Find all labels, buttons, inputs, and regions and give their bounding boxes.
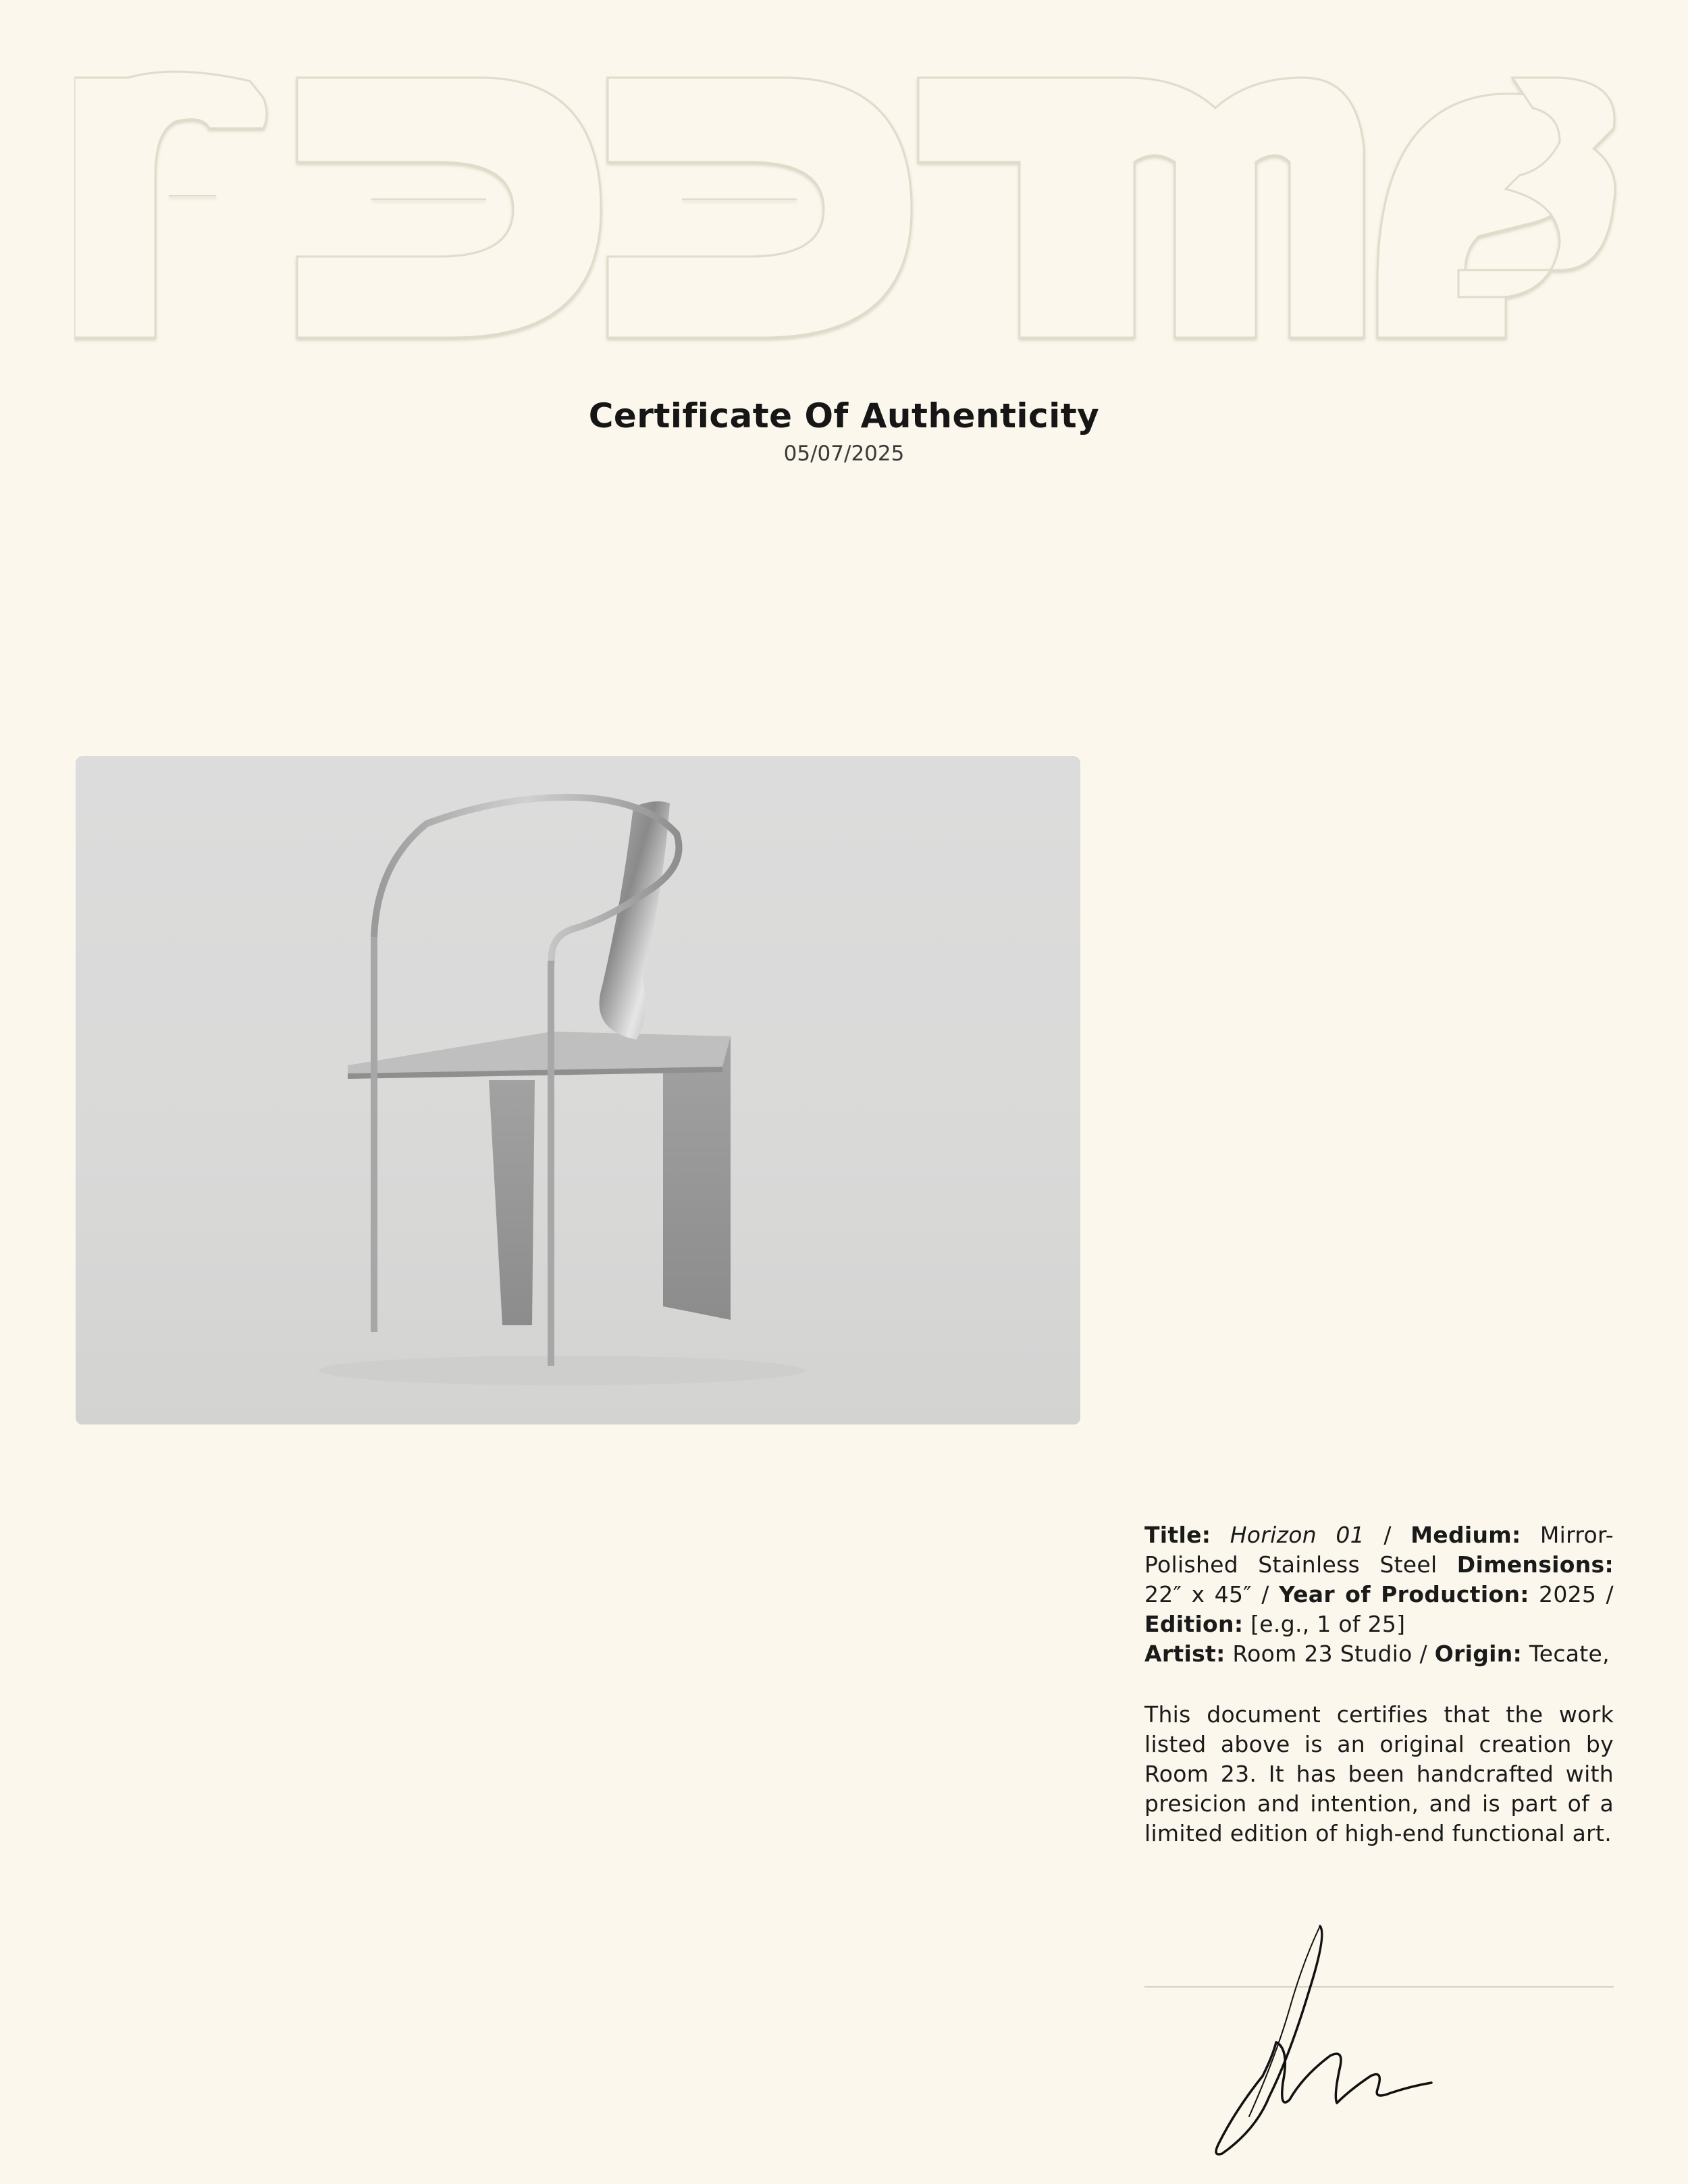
edition-value: [e.g., 1 of 25] (1250, 1611, 1406, 1637)
certificate-date: 05/07/2025 (783, 442, 905, 466)
origin-label: Origin: (1434, 1641, 1523, 1667)
brand-logo (74, 68, 1620, 344)
separator: / (1606, 1581, 1614, 1607)
artist-label: Artist: (1144, 1641, 1225, 1667)
artwork-details (1144, 1520, 1614, 1669)
year-value: 2025 (1539, 1581, 1597, 1607)
separator: / (1383, 1522, 1392, 1548)
certificate-heading (0, 392, 1688, 467)
authenticity-statement: This document certifies that the work listed above is an original creation by Room 23. It has been handcrafted with presicion and intention, and is part of a limited edition of high-end functional art. (1144, 1701, 1614, 1846)
dimensions-value: 22″ x 45″ (1144, 1581, 1252, 1607)
origin-value: Tecate, (1529, 1641, 1610, 1667)
year-label: Year of Production: (1278, 1581, 1529, 1607)
title-label: Title: (1144, 1522, 1211, 1548)
separator: / (1419, 1641, 1427, 1667)
room23-logo-embossed (74, 68, 1620, 344)
handwritten-signature (1209, 1921, 1506, 2160)
artwork-photo (76, 756, 1080, 1424)
edition-label: Edition: (1144, 1611, 1244, 1637)
dimensions-label: Dimensions: (1456, 1551, 1614, 1578)
signature (1209, 1921, 1506, 2160)
medium-label: Medium: (1410, 1522, 1521, 1548)
separator: / (1261, 1581, 1269, 1607)
page-title: Certificate Of Authenticity (588, 396, 1100, 435)
chair-image (76, 756, 1080, 1424)
medium-value: Mirror-Polished Stainless Steel (1144, 1522, 1614, 1578)
artist-value: Room 23 Studio (1232, 1641, 1413, 1667)
title-value: Horizon 01 (1230, 1522, 1365, 1548)
